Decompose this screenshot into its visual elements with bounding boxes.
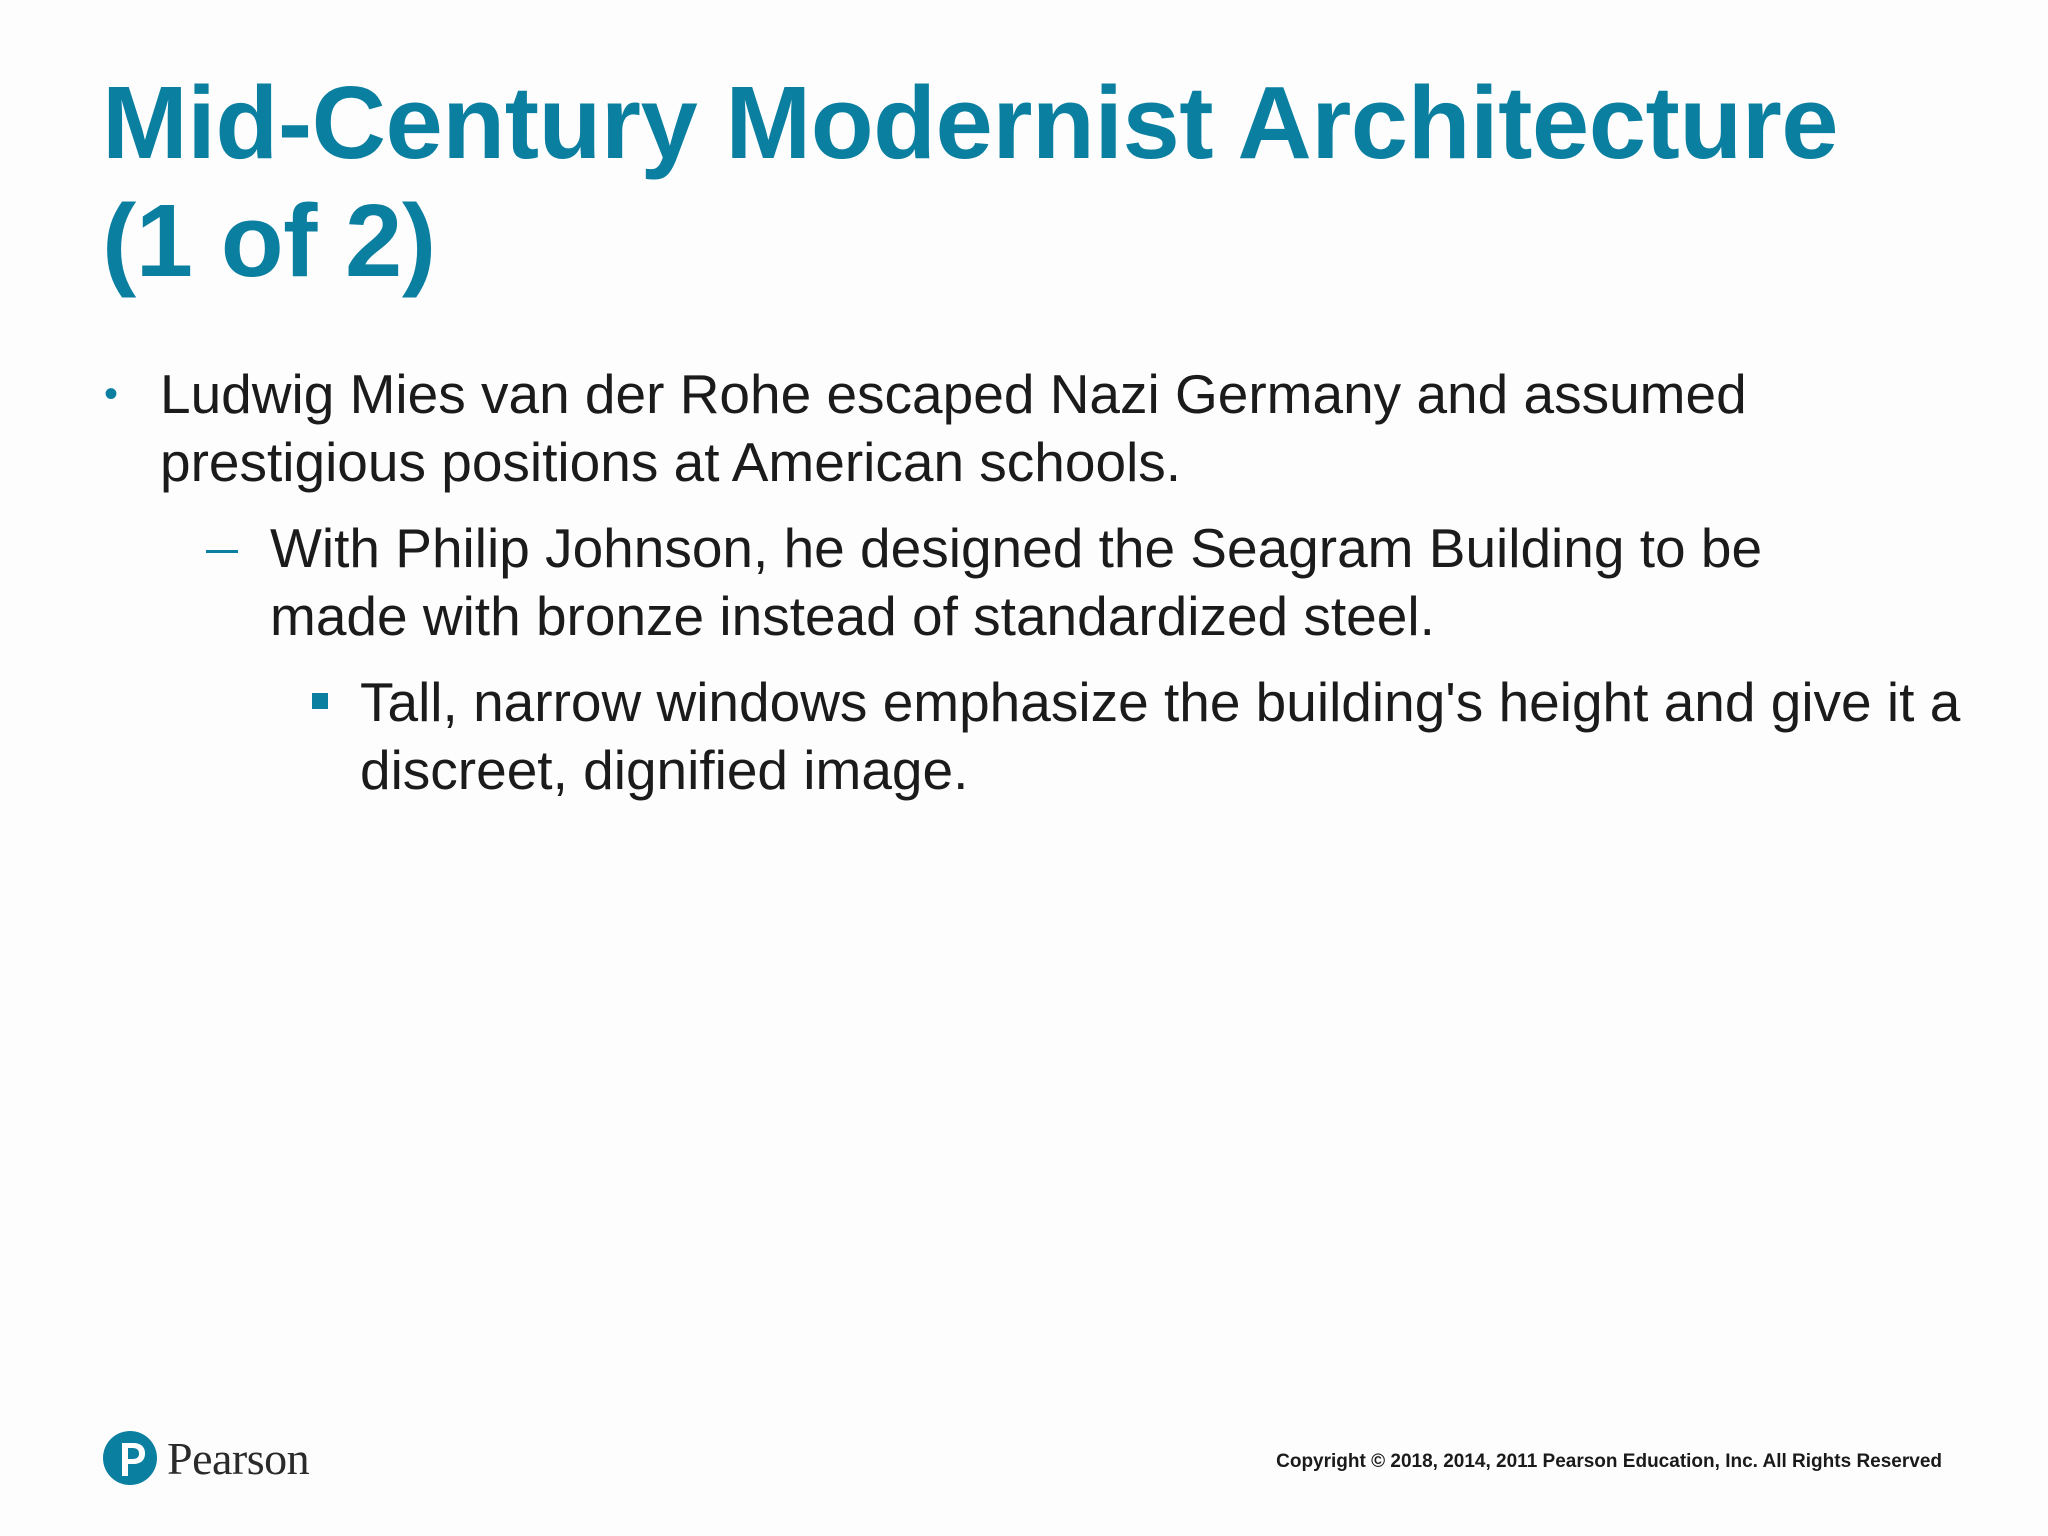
bullet-level-2	[204, 514, 1884, 650]
slide-title-line-2: (1 of 2)	[102, 183, 436, 298]
bullet-level-1	[104, 360, 1864, 496]
square-bullet-icon	[312, 668, 360, 736]
dash-bullet-icon	[204, 514, 270, 582]
pearson-wordmark: Pearson	[167, 1432, 310, 1484]
bullet-text-level-3: Tall, narrow windows emphasize the building's height and give it a discreet, dignified image.	[360, 671, 1961, 801]
bullet-text-level-2: With Philip Johnson, he designed the Seagram Building to be made with bronze instead of standardized steel.	[270, 517, 1763, 647]
round-bullet-icon: •	[104, 372, 119, 416]
pearson-p-logo-icon	[102, 1427, 158, 1489]
pearson-logo	[102, 1427, 309, 1489]
copyright-notice: Copyright © 2018, 2014, 2011 Pearson Education, Inc. All Rights Reserved	[1276, 1451, 1942, 1472]
bullet-text-level-1: Ludwig Mies van der Rohe escaped Nazi Germany and assumed prestigious positions at American schools.	[160, 363, 1747, 493]
bullet-level-3	[312, 668, 1962, 804]
slide-title-line-1: Mid-Century Modernist Architecture	[102, 65, 1839, 180]
slide-title	[102, 64, 1922, 300]
